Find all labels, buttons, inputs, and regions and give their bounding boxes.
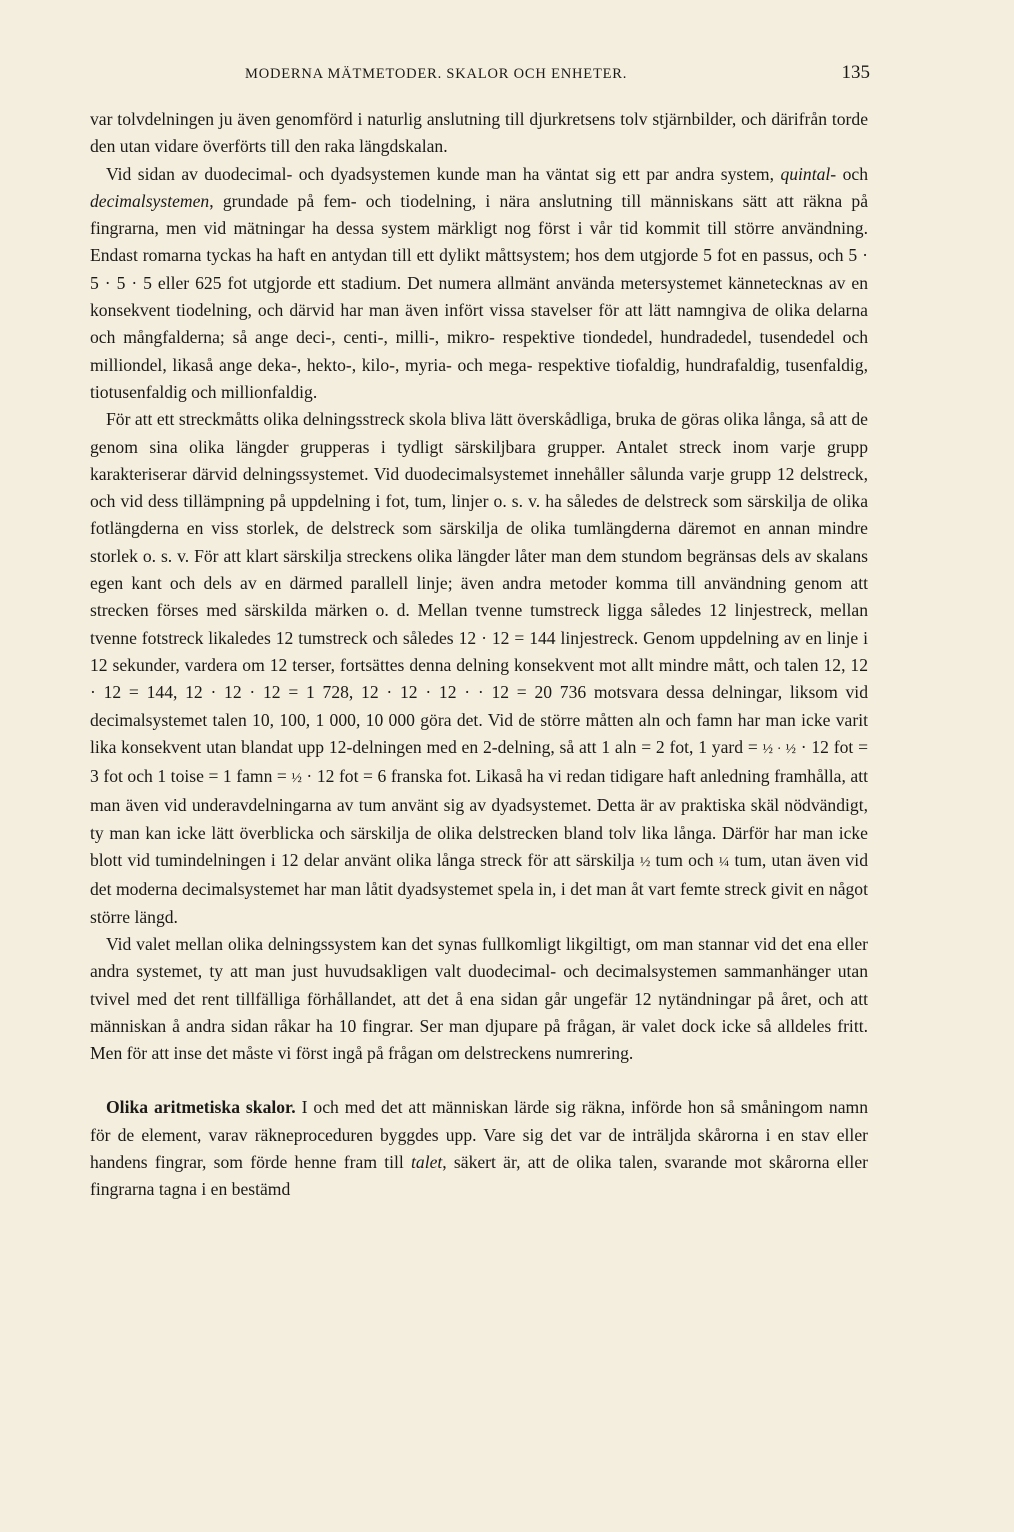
body-text bbox=[90, 106, 868, 1204]
paragraph-2-text-a: Vid sidan av duodecimal- och dyadsystemen kunde man ha väntat sig ett par andra system, bbox=[106, 163, 781, 184]
page-header bbox=[90, 62, 870, 88]
paragraph-5 bbox=[90, 1094, 868, 1203]
paragraph-3-text-c: · 12 fot = 6 franska fot. Likaså ha vi redan tidigare haft anledning framhålla, att man även vid underavdelningarna av tum använt sig av dyadsystemet. Detta är av praktiska skäl nödvändigt, ty man kan icke lätt överblicka och särskilja de olika delstrecken bland tolv lika långa. Därför har man icke blott vid tumindelningen i 12 delar använt olika långa streck för att särskilja bbox=[90, 766, 868, 871]
paragraph-3-text-d: tum och bbox=[650, 850, 719, 871]
paragraph-4 bbox=[90, 931, 868, 1067]
fraction-half-half: ½ · ½ bbox=[762, 741, 796, 757]
paragraph-2-text-c: , grundade på fem- och tiodelning, i nära anslutning till människans sätt att räkna på fingrarna, men vid mätningar ha dessa system märkligt nog först i vår tid kommit till större användning. Endast romarna tyckas ha haft en antydan till ett dylikt måttsystem; hos dem utgjorde 5 fot en passus, och 5 · 5 · 5 · 5 eller 625 fot utgjorde ett stadium. Det numera allmänt använda metersystemet kännetecknas av en konsekvent tiodelning, och därvid har man även infört vissa stavelser för att lätt namngiva de olika delarna och mångfalderna; så ange deci-, centi-, milli-, mikro- respektive tiondedel, hundradedel, tusendedel och milliondel, likaså ange deka-, hekto-, kilo-, myria- och mega- respektive tiofaldig, hundrafaldig, tusenfaldig, tiotusenfaldig och millionfaldig. bbox=[90, 190, 868, 402]
paragraph-5-text-a: I och med det att människan lärde sig räkna, införde hon så småningom namn för de element, varav räkneproceduren byggdes upp. Vare sig det var de inträljda skårorna i en stav eller handens fingrar, som förde henne fram till bbox=[90, 1097, 868, 1172]
paragraph-2 bbox=[90, 161, 868, 407]
paragraph-3-text-e: tum, utan även vid det moderna decimalsystemet har man låtit dyadsystemet spela in, i det man åt vart femte streck givit en något större längd. bbox=[90, 850, 868, 927]
fraction-half: ½ bbox=[291, 771, 302, 787]
page-number: 135 bbox=[841, 62, 870, 83]
paragraph-2-text-b: och bbox=[836, 163, 868, 184]
paragraph-4-text: Vid valet mellan olika delningssystem kan det synas fullkomligt likgiltigt, om man stannar vid det ena eller andra systemet, ty att man just huvudsakligen valt duodecimal- och decimalsystemen sammanhänger utan tvivel med det rent tillfälliga förhållandet, att det å ena sidan går ungefär 12 nytändningar på året, och att människan å andra sidan råkar ha 10 fingrar. Ser man djupare på frågan, är valet dock icke så alldeles fritt. Men för att inse det måste vi först ingå på frågan om delstreckens numrering. bbox=[90, 933, 868, 1064]
paragraph-3-text-a: För att ett streckmåtts olika delningsstreck skola bliva lätt överskådliga, bruka de göras olika långa, så att de genom sina olika längder grupperas i tydligt särskiljbara grupper. Antalet streck inom varje grupp karakteriserar därvid delningssystemet. Vid duodecimalsystemet innehåller sålunda varje grupp 12 delstreck, och vid dess tillämpning på uppdelning i fot, tum, linjer o. s. v. ha således de delstreck som särskilja de olika fotlängderna en viss storlek, de delstreck som särskilja de olika tumlängderna däremot en annan mindre storlek o. s. v. För att klart särskilja streckens olika längder låter man dem stundom begränsas dels av skalans egen kant och dels av en därmed parallell linje; även andra metoder komma till användning genom att strecken förses med särskilda märken o. d. Mellan tvenne tumstreck ligga således 12 linjestreck, mellan tvenne fotstreck likaledes 12 tumstreck och således 12 · 12 = 144 linjestreck. Genom uppdelning av en linje i 12 sekunder, vardera om 12 terser, fortsättes denna delning konsekvent mot allt mindre mått, och talen 12, 12 · 12 = 144, 12 · 12 · 12 = 1 728, 12 · 12 · 12 · · 12 = 20 736 motsvara dessa delningar, liksom vid decimalsystemet talen 10, 100, 1 000, 10 000 göra det. Vid de större måtten aln och famn har man icke varit lika konsekvent utan blandat upp 12-delningen med en 2-delning, så att 1 aln = 2 fot, 1 yard = bbox=[90, 409, 868, 757]
paragraph-3-text-b: · 12 fot = 3 fot och 1 toise = 1 famn = bbox=[90, 736, 869, 787]
section-heading: Olika aritmetiska skalor. bbox=[106, 1097, 296, 1118]
paragraph-1 bbox=[90, 106, 868, 161]
paragraph-2-emphasis-quintal: quintal- bbox=[780, 163, 837, 184]
paragraph-5-emphasis-talet: talet bbox=[411, 1151, 443, 1172]
paragraph-1-text: var tolvdelningen ju även genomförd i naturlig anslutning till djurkretsens tolv stjärnbilder, och därifrån torde den utan vidare överförts till den raka längdskalan. bbox=[90, 109, 868, 157]
paragraph-5-text-b: , säkert är, att de olika talen, svarande mot skårorna eller fingrarna tagna i en bestämd bbox=[90, 1151, 868, 1200]
paragraph-3 bbox=[90, 406, 868, 931]
paragraph-2-emphasis-decimalsystemen: decimalsystemen bbox=[90, 190, 210, 211]
running-head: MODERNA MÄTMETODER. SKALOR OCH ENHETER. bbox=[245, 66, 628, 82]
fraction-quarter-inch: ¼ bbox=[718, 855, 730, 871]
fraction-half-inch: ½ bbox=[639, 855, 651, 871]
